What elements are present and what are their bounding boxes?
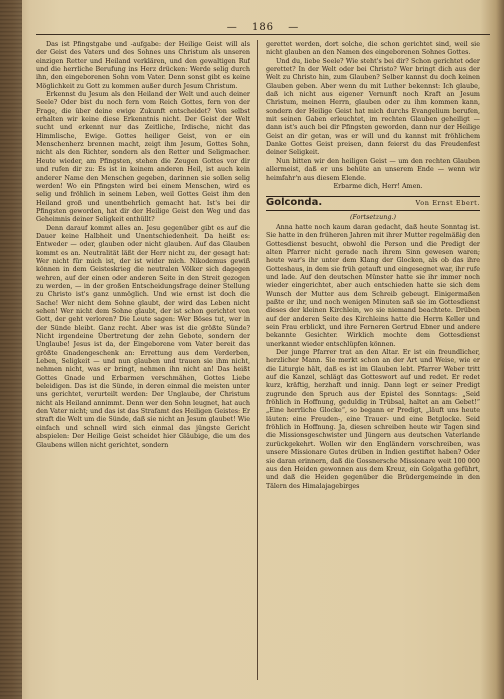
story-title: Golconda. [266, 197, 323, 209]
header-rule [36, 34, 490, 35]
closing-line: Erbarme dich, Herr! Amen. [333, 181, 423, 190]
page-number: 186 [251, 22, 275, 33]
paragraph: gerettet werden, dort solche, die schon gerichtet sind, weil sie nicht glauben an den Namen des eingeborenen Sohnes Gottes. [266, 40, 480, 57]
story-paragraph: Anna hatte noch kaum daran gedacht, daß heute Sonntag ist. Sie hatte in den früheren Jahren mit ihrer Mutter regelmäßig den Gottesdienst besucht, obwohl die Person und die Predigt der alten Pfarrer nicht gerade nach ihrem Sinn gewesen waren; heute war's ihr unter dem Klang der Glocken, als ob das ihre Gotteshaus, in dem sie früh getauft und eingesegnet war, ihr rufe und lade. Auf den deutschen Münster hatte sie ihr immer noch wieder eingerichtet, aber auch entschieden hatte sie sich dem Wunsch der Mutter aus dem Schreib gebeugt. Einigermaßen paßte er ihr, und noch wenigen Minuten saß sie im Gottesdienst dieses der kleinen Kirchlein, wo sie niemand beachtete. Drüben auf der anderen Seite des Kirchleins hatte die Herrn Keller und sein Frau erblickt, und ihre Ferneren Gertrud Ebner und andere bekannte Gesichter. Wirklich mochte dem Gottesdienst unerkannt wieder entschlüpfen können. [266, 222, 480, 348]
page [36, 22, 490, 682]
page-number-line: — 186 — [226, 22, 300, 33]
continuation-note: (Fortsetzung.) [350, 212, 396, 221]
right-column [266, 40, 480, 680]
column-divider [257, 40, 258, 680]
paragraph: Nun bitten wir den heiligen Geist — um den rechten Glauben allermeist, daß er uns behüte an unserem Ende — wenn wir heimfahr'n aus diesem Elende. [266, 156, 480, 182]
paragraph: Erkennst du Jesum als den Heiland der Welt und auch deiner Seele? Oder bist du noch fern vom Reich Gottes, fern von der Frage, die über deine ewige Zukunft entscheidet? Von selbst erhalten wir keine diese Erkenntnis nicht. Der Geist der Welt sucht und erkennt nur das Zeitliche, Irdische, nicht das Himmlische, Ewige. Gottes heiliger Geist, von er ein Menschenherz brennen macht, zeigt ihm Jesum, Gottes Sohn, nicht als den Richter, sondern als den Retter und Seligmacher. Heute wieder, am Pfingsten, stehen die Zeugen Gottes vor dir und rufen dir zu: Es ist in keinem anderen Heil, ist auch kein anderer Name den Menschen gegeben, darinnen sie sollen selig werden! Wo ein Pfingsten wird bei einem Menschen, wird es selig und fröhlich in seinem Leben, weil Gottes Geist ihm den Heiland groß und unentbehrlich gemacht hat. Ist's bei dir Pfingsten geworden, hat dir der Heilige Geist den Weg und das Geheimnis deiner Seligkeit enthüllt? [36, 90, 250, 224]
left-column [36, 40, 250, 680]
paragraph: Denn darauf kommt alles an. Jesu gegenüber gibt es auf die Dauer keine Halbheit und Unentschiedenheit. Da heißt es: Entweder — oder, glauben oder nicht glauben. Auf das Glauben kommt es an. Neutralität läßt der Herr nicht zu, der gesagt hat: Wer nicht für mich ist, der ist wider mich. Nikodemus gewiß können in dem Geisteskrieg die neutralen Völker sich dagegen wehren, auf der einen oder anderen Seite in den Streit gezogen zu werden, — in der großen Entscheidungsfrage deiner Stellung zu Christo ist's ganz unmöglich. Und wie ernst ist doch die Sache! Wer nicht dem Sohne glaubt, der wird das Leben nicht sehen! Wer nicht dem Sohne glaubt, der ist schon gerichtet von Gott, der geht verloren? Die Leute sagen: Wer Böses tut, wer in der Sünde bleibt. Ganz recht. Aber was ist die größte Sünde? Nicht irgendeine Übertretung der zehn Gebote, sondern der Unglaube! Jesus ist da, der Eingeborene vom Vater bereit das größte Gnadengeschenk an: Errettung aus dem Verderben, Leben, Seligkeit — und nun glauben und trauen sie ihm nicht, nehmen nicht, was er bringt, nehmen ihn nicht an! Das heißt Gottes Gnade und Erbarmen verschmähen, Gottes Liebe beleidigen. Das ist die Sünde, in deren einmal die meisten unter uns gerichtet, verurteilt werden: Der Unglaube, der Christum nicht als Heiland annimmt. Denn wer den Sohn leugnet, hat auch den Vater nicht; und das ist das Strafamt des Heiligen Geistes: Er straft die Welt um die Sünde, daß sie nicht an Jesum glaubet! Wie einfach und schnell wird sich einmal das jüngste Gericht abspielen: Der Heilige Geist scheidet hier Gläubige, die um des Glaubens willen nicht gerichtet, sondern [36, 223, 250, 449]
story-header [266, 196, 480, 210]
paragraph: Das ist Pfingstgabe und -aufgabe: der Heilige Geist will als der Geist des Vaters und des Sohnes uns Christum als unseren einzigen Retter und Heiland verklären, und den gewaltigen Ruf und die herrliche Berufung ins Herz drücken: Werde selig durch ihn, den eingeborenen Sohn vom Vater. Denn sonst gibt es keine Möglichkeit zu Gott zu kommen außer durch Jesum Christum. [36, 40, 250, 90]
story-author: Von Ernst Ebert. [415, 199, 480, 208]
story-paragraph: Der junge Pfarrer trat an den Altar. Er ist ein freundlicher, herzlicher Mann. Sie merkt schon an der Art und Weise, wie er die Liturgie hält, daß es ist im Glauben lebt. Pfarrer Weber tritt auf die Kanzel, schlägt das Gotteswort auf und redet. Er redet kurz, kräftig, herzhaft und innig. Dann legt er seiner Predigt zugrunde den Spruch aus der Epistel des Sonntags: „Seid fröhlich in Hoffnung, geduldig in Trübsal, haltet an am Gebet!“ „Eine herrliche Glocke“, so begann er Predigt, „läuft uns heute läuten: eine Freuden-, eine Trauer- und eine Betglocke. Seid fröhlich in Hoffnung. Ja, diesen schreiben heute wir Tagen sind die Missionsgeschwister und Jüngern aus deutschen Vaterlande zurückgekehrt. Wollen wir den Engländern vorschreiben, was unsere Missionare Gutes drüben in Indien gestiftet haben? Oder sie daran erinnern, daß die Gossnersche Missionare weit 100 000 aus den Heiden gewonnen aus dem Kreuz, ein Golgatha geführt, und daß die Heiden gegenüber die Brüdergemeinde in den Tälern des Himalajagebirges [266, 348, 480, 490]
book-gutter [0, 0, 22, 699]
paragraph: Und du, liebe Seele? Wie steht's bei dir? Schon gerichtet oder gerettet? In der Welt oder bei Christo? Wer bringt dich aus der Welt zu Christo hin, zum Glauben? Selber kannst du doch keinen Glauben geben. Aber wenn du mit Luther bekennst: Ich glaube, daß ich nicht aus eigener Vernunft noch Kraft an Jesum Christum, meinen Herrn, glauben oder zu ihm kommen kann, sondern der Heilige Geist hat mich durchs Evangelium berufen, mit seinen Gaben erleuchtet, im rechten Glauben geheiligt — dann ist's auch bei dir Pfingsten geworden, dann nur der Heilige Geist an dir getan, was er will und du kannst mit fröhlichem Danke Gottes Geist preisen, dann feierst du das Freudenfest deiner Seligkeit. [266, 56, 480, 157]
